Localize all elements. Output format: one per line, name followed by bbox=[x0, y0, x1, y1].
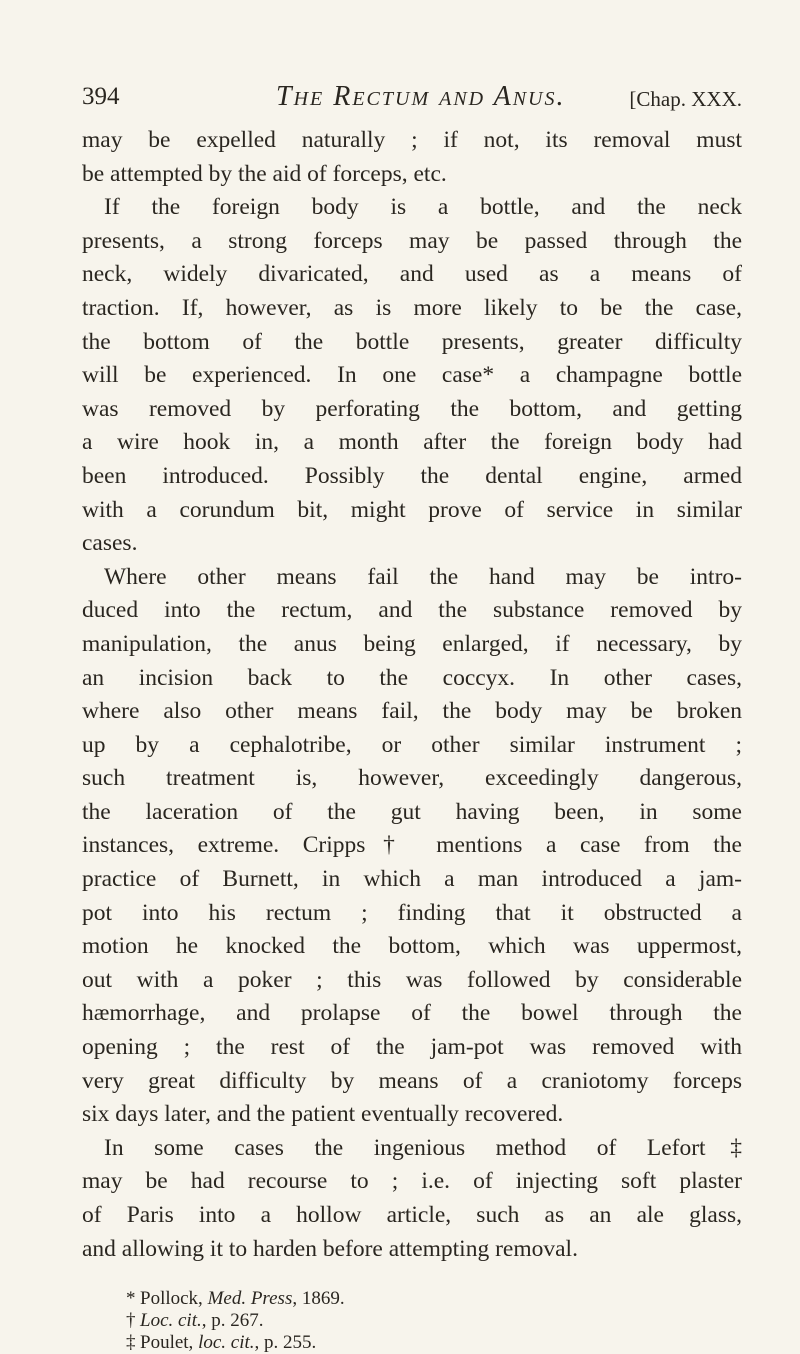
text-line: presents, a strong forceps may be passed through the bbox=[82, 227, 742, 254]
footnote-source: Loc. cit. bbox=[140, 1310, 202, 1332]
text-line: traction. If, however, as is more likely to be the case, bbox=[82, 294, 742, 321]
text-line: up by a cephalotribe, or other similar instrument ; bbox=[82, 731, 742, 758]
footnote-detail: , p. 255. bbox=[254, 1332, 317, 1354]
text-line: motion he knocked the bottom, which was uppermost, bbox=[82, 933, 742, 960]
text-line: instances, extreme. Cripps† mentions a case from the bbox=[82, 832, 742, 859]
text-line: neck, widely divaricated, and used as a means of bbox=[82, 261, 742, 288]
text-line: was removed by perforating the bottom, and getting bbox=[82, 395, 742, 422]
footnote-author: Poulet, bbox=[140, 1332, 199, 1354]
footnote-detail: , p. 267. bbox=[201, 1310, 264, 1332]
body-text bbox=[82, 124, 742, 1266]
text-line: will be experienced. In one case* a champagne bottle bbox=[82, 362, 742, 389]
footnote bbox=[126, 1310, 742, 1332]
text-line: In some cases the ingenious method of Lefort‡ bbox=[104, 1134, 742, 1161]
text-line: the bottom of the bottle presents, greater difficulty bbox=[82, 328, 742, 355]
book-page bbox=[82, 80, 742, 1354]
chapter-reference: [Chap. XXX. bbox=[629, 87, 742, 111]
text-line: the laceration of the gut having been, in some bbox=[82, 798, 742, 825]
text-line: may be had recourse to ; i.e. of injecting soft plaster bbox=[82, 1168, 742, 1195]
text-line: practice of Burnett, in which a man introduced a jam- bbox=[82, 866, 742, 893]
running-title: The Rectum and Anus. bbox=[276, 81, 566, 112]
footnote-mark: * bbox=[126, 1288, 136, 1310]
text-line: an incision back to the coccyx. In other cases, bbox=[82, 664, 742, 691]
text-line: been introduced. Possibly the dental engine, armed bbox=[82, 462, 742, 489]
text-line: with a corundum bit, might prove of service in similar bbox=[82, 496, 742, 523]
text-line: six days later, and the patient eventually recovered. bbox=[82, 1101, 564, 1128]
footnotes bbox=[126, 1288, 742, 1354]
text-line: where also other means fail, the body may be broken bbox=[82, 698, 742, 725]
footnote-mark: ‡ bbox=[126, 1332, 136, 1354]
footnote-source: loc. cit. bbox=[198, 1332, 255, 1354]
text-line: duced into the rectum, and the substance removed by bbox=[82, 597, 742, 624]
footnote-author: Pollock, bbox=[140, 1288, 208, 1310]
text-line: out with a poker ; this was followed by considerable bbox=[82, 966, 742, 993]
text-line: cases. bbox=[82, 530, 138, 557]
text-line: Where other means fail the hand may be intro- bbox=[104, 563, 742, 590]
text-line: be attempted by the aid of forceps, etc. bbox=[82, 160, 447, 187]
page-number: 394 bbox=[82, 83, 120, 110]
text-line: and allowing it to harden before attempting removal. bbox=[82, 1235, 578, 1262]
text-line: hæmorrhage, and prolapse of the bowel through the bbox=[82, 1000, 742, 1027]
text-line: If the foreign body is a bottle, and the neck bbox=[104, 194, 742, 221]
text-line: manipulation, the anus being enlarged, if necessary, by bbox=[82, 630, 742, 657]
text-line: such treatment is, however, exceedingly dangerous, bbox=[82, 765, 742, 792]
text-line: may be expelled naturally ; if not, its removal must bbox=[82, 127, 742, 153]
text-line: opening ; the rest of the jam-pot was removed with bbox=[82, 1034, 742, 1061]
footnote-source: Med. Press bbox=[207, 1288, 293, 1310]
running-head bbox=[82, 80, 742, 114]
text-line: of Paris into a hollow article, such as an ale glass, bbox=[82, 1202, 742, 1228]
text-line: a wire hook in, a month after the foreign body had bbox=[82, 429, 742, 456]
text-line: pot into his rectum ; finding that it obstructed a bbox=[82, 899, 742, 926]
footnote-detail: , 1869. bbox=[292, 1288, 345, 1310]
footnote-mark: † bbox=[126, 1310, 136, 1332]
footnote bbox=[126, 1332, 742, 1354]
text-line: very great difficulty by means of a craniotomy forceps bbox=[82, 1067, 742, 1094]
footnote bbox=[126, 1288, 742, 1310]
